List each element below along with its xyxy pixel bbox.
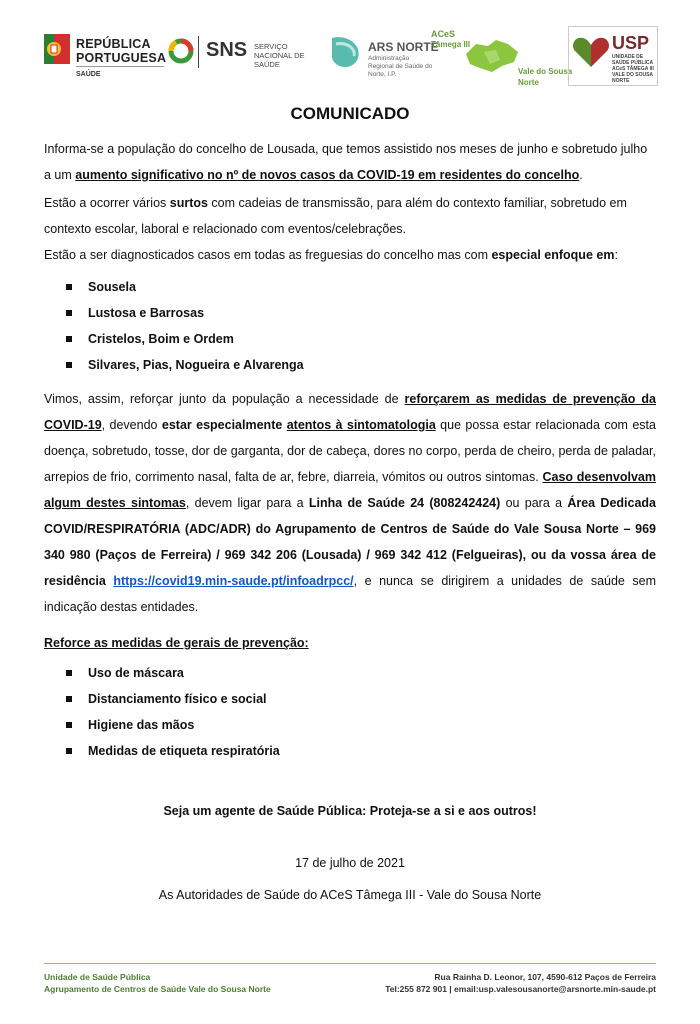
republica-portuguesa-logo xyxy=(44,26,169,88)
measures-list xyxy=(66,660,280,764)
rp-divider xyxy=(76,66,164,67)
list-item: Higiene das mãos xyxy=(66,712,280,738)
portugal-emblem-icon xyxy=(44,34,70,64)
p4-especially: estar especialmente xyxy=(161,418,283,432)
p2-end: com cadeias de transmissão, para além do contexto familiar, sobretudo em contexto escolar, laboral e relacionado com eventos/celebrações. xyxy=(44,196,627,236)
p4-end: , e nunca se dirigirem a unidades de saúde sem indicação destas entidades. xyxy=(44,574,656,614)
p4-text-k: ou para a xyxy=(500,496,568,510)
p4-symptoms: que possa estar relacionada com esta doença, sobretudo, tosse, dor de garganta, dor de cabeça, dores no corpo, perda de cheiro, perda de paladar, arrepios de frio, corrimento nasal, falta de ar, febre, diarreia, vómitos ou outros sintomas. xyxy=(44,418,656,484)
footer-right xyxy=(385,971,656,995)
usp-abbr: USP xyxy=(612,33,650,53)
slogan: Seja um agente de Saúde Pública: Proteja-se a si e aos outros! xyxy=(163,804,537,818)
rp-line1: REPÚBLICA xyxy=(76,37,151,51)
parishes-intro xyxy=(44,242,656,268)
p4-text-c: , devendo xyxy=(101,418,162,432)
footer-left xyxy=(44,971,271,995)
aces-label-3: Vale do Sousa xyxy=(518,67,573,76)
sns-divider xyxy=(198,36,199,68)
aces-label-4: Norte xyxy=(518,78,539,87)
aces-map-icon xyxy=(462,38,522,74)
footer-address: Rua Rainha D. Leonor, 107, 4590-612 Paços de Ferreira xyxy=(434,972,656,982)
p4-attentive: atentos à sintomatologia xyxy=(286,418,436,432)
p3-emphasis: especial enfoque em xyxy=(491,248,615,262)
sns-logo xyxy=(168,26,328,88)
residence-area-link[interactable]: https://covid19.min-saude.pt/infoadrpcc/ xyxy=(113,574,354,588)
prevention-heading xyxy=(44,630,656,656)
p4-sns24: Linha de Saúde 24 (808242424) xyxy=(308,496,501,510)
list-item: Uso de máscara xyxy=(66,660,280,686)
sns-full: SERVIÇO NACIONAL DE SAÚDE xyxy=(254,42,305,69)
header-logos xyxy=(44,26,656,88)
p1-end: . xyxy=(579,168,583,182)
aces-label-1: ACeS xyxy=(431,29,456,39)
footer-unit: Unidade de Saúde Pública xyxy=(44,972,151,982)
date: 17 de julho de 2021 xyxy=(295,856,405,870)
list-item: Distanciamento físico e social xyxy=(66,686,280,712)
p4-text-a: Vimos, assim, reforçar junto da população a necessidade de xyxy=(44,392,405,406)
ars-desc: Administração Regional de Saúde do Norte, I.P. xyxy=(368,55,433,78)
list-item: Sousela xyxy=(66,274,304,300)
p1-text: Informa-se a população do concelho de Lousada, que temos assistido nos meses de junho e sobretudo julho a um xyxy=(44,142,648,182)
p3-text: Estão a ser diagnosticados casos em todas as freguesias do concelho mas com xyxy=(44,248,492,262)
aces-label-2: Tâmega III xyxy=(431,40,471,49)
usp-sub: UNIDADE DE SAÚDE PÚBLICA ACeS TÂMEGA III VALE DO SOUSA NORTE xyxy=(612,54,654,84)
list-item: Cristelos, Boim e Ordem xyxy=(66,326,304,352)
rp-line3: SAÚDE xyxy=(76,71,101,78)
p4-if-develop: Caso desenvolvam algum destes sintomas xyxy=(44,470,656,510)
usp-heart-icon xyxy=(572,35,610,69)
intro-paragraph xyxy=(44,136,656,188)
p2-emphasis: surtos xyxy=(169,196,208,210)
list-item: Lustosa e Barrosas xyxy=(66,300,304,326)
list-item: Silvares, Pias, Nogueira e Alvarenga xyxy=(66,352,304,378)
rp-line2: PORTUGUESA xyxy=(76,51,167,65)
prevention-heading-text: Reforce as medidas de gerais de prevenção: xyxy=(44,636,309,650)
p4-reinforce: reforçarem as medidas de prevenção da COVID-19 xyxy=(44,392,656,432)
outbreaks-paragraph xyxy=(44,190,656,242)
p4-text-i: , devem ligar para a xyxy=(185,496,309,510)
prevention-paragraph xyxy=(44,386,656,620)
p2-text: Estão a ocorrer vários xyxy=(44,196,170,210)
page-title: COMUNICADO xyxy=(290,104,410,123)
footer-group: Agrupamento de Centros de Saúde Vale do Sousa Norte xyxy=(44,984,271,994)
footer-contacts: Tel:255 872 901 | email:usp.valesousanorte@arsnorte.min-saude.pt xyxy=(385,984,656,994)
p1-emphasis: aumento significativo no nº de novos casos da COVID-19 em residentes do concelho xyxy=(75,168,580,182)
p4-adc-phones: Área Dedicada COVID/RESPIRATÓRIA (ADC/ADR) do Agrupamento de Centros de Saúde do Vale Sousa Norte – 969 340 980 (Paços de Ferreira) / 969 342 206 (Lousada) / 969 342 412 (Felgueiras), ou da vossa área de residência xyxy=(44,496,656,588)
ars-wave-icon xyxy=(328,32,364,72)
p3-end: : xyxy=(614,248,618,262)
footer-divider xyxy=(44,963,656,964)
parish-list xyxy=(66,274,304,378)
signature: As Autoridades de Saúde do ACeS Tâmega III - Vale do Sousa Norte xyxy=(158,888,542,902)
sns-ring-icon xyxy=(168,38,194,64)
aces-logo xyxy=(426,26,576,88)
sns-abbr: SNS xyxy=(206,39,248,61)
ars-name: ARS NORTE xyxy=(368,40,439,54)
usp-logo xyxy=(568,26,658,86)
list-item: Medidas de etiqueta respiratória xyxy=(66,738,280,764)
